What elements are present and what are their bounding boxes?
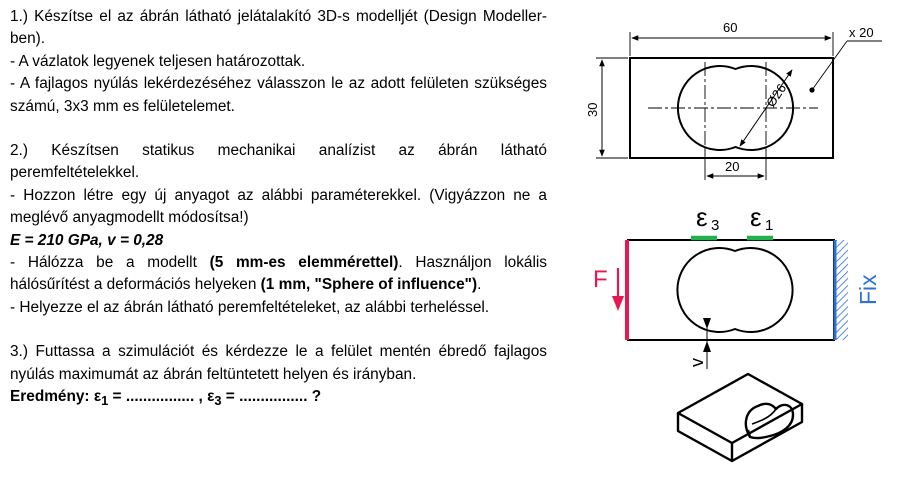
top-view [585,20,882,180]
fix-hatch [835,240,848,340]
material-params: E = 210 GPa, v = 0,28 [10,231,164,249]
task2-mesh [10,252,547,297]
probe-arrow-lower [703,341,711,352]
mesh-text-c: . Használjon lokális hálósűrítést a deformációs helyeken [10,254,547,294]
task3-line1: 3.) Futtassa a szimulációt és kérdezze le a felület mentén ébredő fajlagos nyúlás maximumát az ábrán feltüntetett helyen és irányban. [10,343,547,383]
height-dim-label: 30 [585,102,600,117]
spacing-dim-label: 20 [725,159,740,174]
mesh-text-e: . [477,276,482,294]
result-eps1-sub: 1 [101,393,109,409]
probe-arrow-upper [703,318,711,329]
eps1-sub: 1 [765,217,774,234]
result-eps3: ε [207,388,215,406]
task2-line2: - Hozzon létre egy új anyagot az alábbi paraméterekkel. (Vigyázzon ne a meglévő anyagmodellt módosítsa!) [10,186,547,227]
task1-line1: 1.) Készítse el az ábrán látható jelátalakító 3D-s modelljét (Design Modeller-ben). [10,8,547,48]
eps3-sub: 3 [711,217,720,234]
force-arrow-icon [612,296,624,311]
load-view [593,202,881,369]
fix-label: Fix [855,274,881,305]
result-eps3-sub: 3 [214,393,222,409]
eps3-label: ε [696,202,708,232]
mesh-text-d: (1 mm, "Sphere of influence") [260,276,478,294]
mesh-text-a: - Hálózza be a modellt [10,254,210,272]
task1-line3: - A fajlagos nyúlás lekérdezéséhez válasszon le az adott felületen szükséges számú, 3x3 mm es felületelemet. [10,75,547,115]
task1-line2: - A vázlatok legyenek teljesen határozottak. [10,52,306,70]
result-line [10,386,547,412]
task2-line1: 2.) Készítsen statikus mechanikai analízist az ábrán látható peremfeltételekkel. [10,142,547,182]
eps1-label: ε [750,202,762,232]
technical-drawing [560,0,900,488]
depth-label: x 20 [849,25,874,40]
v-label: v [687,358,707,367]
task2-line4: - Helyezze el az ábrán látható peremfeltételeket, az alábbi terheléssel. [10,298,490,316]
result-end: = ................ ? [221,388,322,406]
isometric-view [678,374,802,461]
width-dim-label: 60 [723,20,738,35]
mesh-text-b: (5 mm-es elemmérettel) [209,254,399,272]
force-label: F [593,266,608,293]
result-eps1: ε [93,388,102,406]
iso-left-face [678,413,732,461]
result-mid: = ................ , [108,388,208,406]
drawing-svg [560,0,900,488]
diameter-label: Ø26 [763,80,790,110]
load-view-outline [628,240,834,340]
result-label: Eredmény: [10,388,90,406]
load-twin-hole [677,248,792,332]
task-text [10,6,547,413]
iso-right-face [732,404,802,461]
depth-leader [812,41,847,90]
